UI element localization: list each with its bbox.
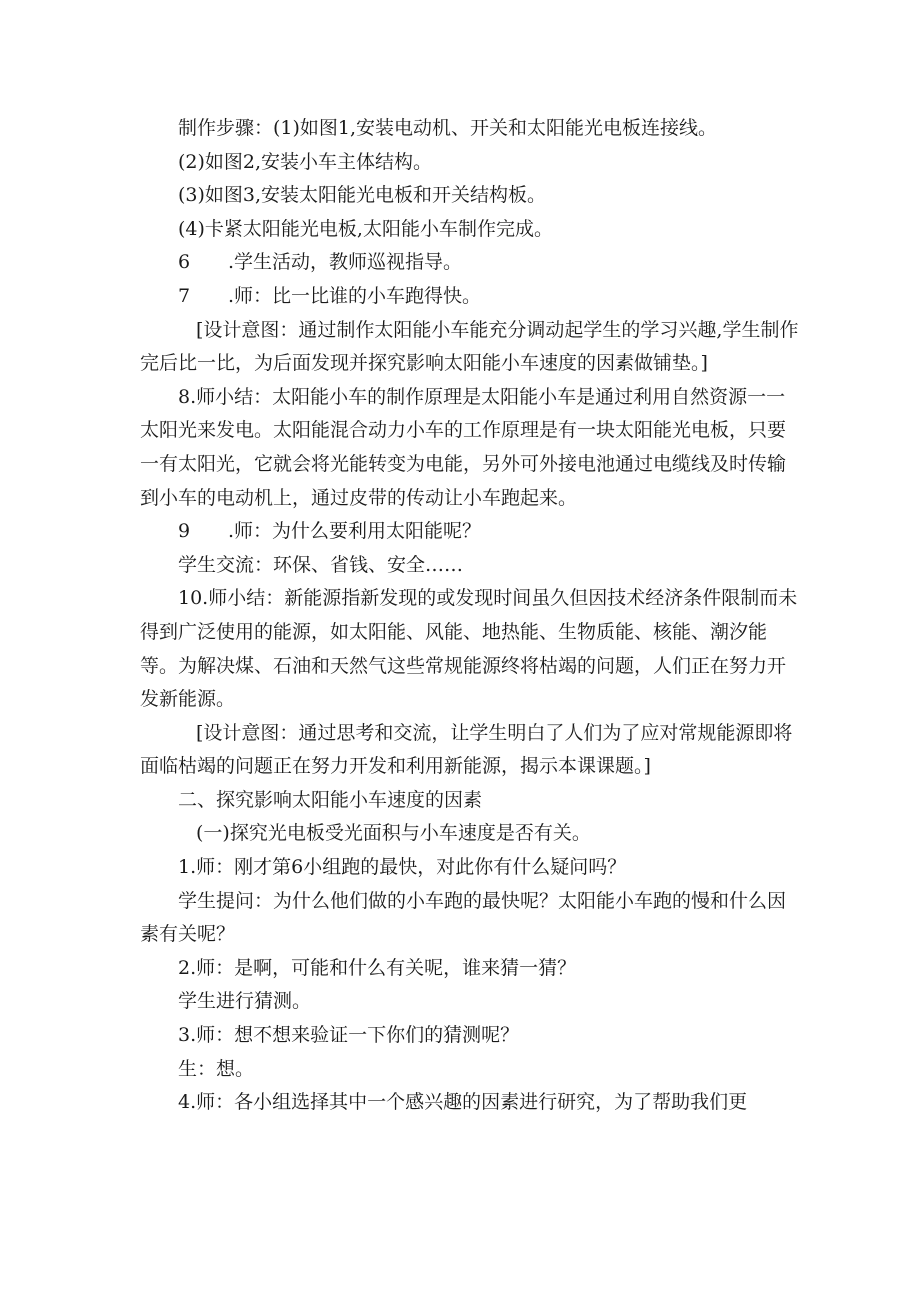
paragraph-student-question: 学生提问：为什么他们做的小车跑的最快呢？太阳能小车跑的慢和什么因素有关呢？	[140, 889, 787, 946]
item-number: 7	[178, 284, 191, 307]
paragraph-design-intent-2: [设计意图：通过思考和交流，让学生明白了人们为了应对常规能源即将面临枯竭的问题正在努力开发和利用新能源，揭示本课课题。]	[140, 721, 793, 778]
item-number: 9	[178, 520, 191, 543]
paragraph-item-9	[140, 515, 800, 549]
paragraph-step-3: (3)如图3,安装太阳能光电板和开关结构板。	[178, 184, 547, 207]
item-text: .师：比一比谁的小车跑得快。	[228, 284, 482, 307]
item-text: .学生活动，教师巡视指导。	[228, 251, 463, 274]
paragraph-item-6	[140, 246, 800, 280]
item-number: 6	[178, 251, 191, 274]
paragraph-item-3: 3.师：想不想来验证一下你们的猜测呢？	[178, 1024, 520, 1047]
paragraph-item-1: 1.师：刚才第6小组跑的最快，对此你有什么疑问吗？	[178, 856, 627, 879]
paragraph-student-answer: 生：想。	[178, 1057, 255, 1080]
paragraph-summary-10: 10.师小结：新能源指新发现的或发现时间虽久但因技术经济条件限制而未得到广泛使用的能源，如太阳能、风能、地热能、生物质能、核能、潮汐能等。为解决煤、石油和天然气这些常规能源终将枯竭的问题，人们正在努力开发新能源。	[140, 587, 798, 711]
paragraph-step-2: (2)如图2,安装小车主体结构。	[178, 150, 433, 173]
paragraph-step-4: (4)卡紧太阳能光电板,太阳能小车制作完成。	[178, 217, 553, 240]
paragraph-steps: 制作步骤：(1)如图1,安装电动机、开关和太阳能光电板连接线。	[178, 117, 718, 139]
document-body	[140, 112, 800, 1120]
paragraph-student-exchange: 学生交流：环保、省钱、安全……	[178, 553, 464, 576]
paragraph-item-4: 4.师：各小组选择其中一个感兴趣的因素进行研究，为了帮助我们更	[178, 1091, 748, 1114]
section-heading-2: 二、探究影响太阳能小车速度的因素	[178, 788, 483, 811]
paragraph-item-2: 2.师：是啊，可能和什么有关呢，谁来猜一猜？	[178, 956, 577, 979]
paragraph-student-guess: 学生进行猜测。	[178, 990, 312, 1013]
paragraph-summary-8: 8.师小结：太阳能小车的制作原理是太阳能小车是通过利用自然资源一一太阳光来发电。太阳能混合动力小车的工作原理是有一块太阳能光电板，只要一有太阳光，它就会将光能转变为电能，另外可外接电池通过电缆线及时传输到小车的电动机上，通过皮带的传动让小车跑起来。	[140, 385, 787, 509]
item-text: .师：为什么要利用太阳能呢？	[228, 520, 482, 543]
paragraph-design-intent-1: [设计意图：通过制作太阳能小车能充分调动起学生的学习兴趣,学生制作完后比一比，为后面发现并探究影响太阳能小车速度的因素做铺垫。]	[140, 318, 799, 375]
subsection-heading-1: (一)探究光电板受光面积与小车速度是否有关。	[196, 822, 591, 845]
paragraph-item-7	[140, 280, 800, 314]
